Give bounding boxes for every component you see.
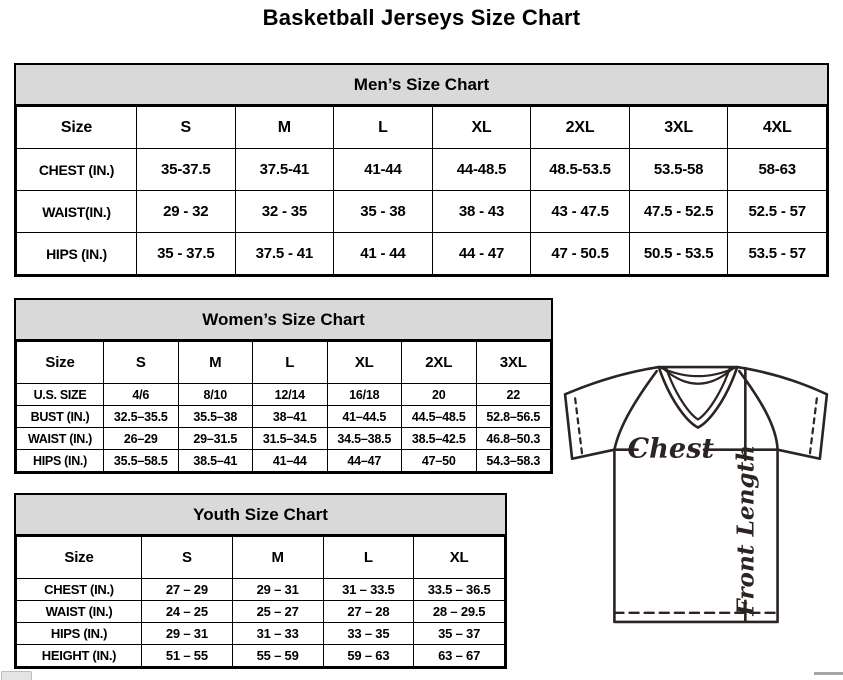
size-value-cell: 35 - 37.5	[137, 233, 236, 275]
size-value-cell: 35 - 38	[334, 191, 433, 233]
size-value-cell: 47.5 - 52.5	[629, 191, 728, 233]
size-value-cell: 59 – 63	[323, 645, 414, 667]
page-title: Basketball Jerseys Size Chart	[262, 5, 581, 30]
column-header: 2XL	[402, 342, 477, 384]
womens-size-table	[16, 341, 551, 472]
column-header: 4XL	[728, 107, 827, 149]
table-row	[17, 191, 827, 233]
table-row	[17, 450, 551, 472]
size-value-cell: 47–50	[402, 450, 477, 472]
chest-label: Chest	[627, 432, 715, 465]
size-value-cell: 41-44	[334, 149, 433, 191]
header-row	[17, 537, 505, 579]
size-value-cell: 35 – 37	[414, 623, 505, 645]
size-value-cell: 54.3–58.3	[476, 450, 551, 472]
size-value-cell: 53.5 - 57	[728, 233, 827, 275]
column-header: L	[334, 107, 433, 149]
row-label: WAIST (IN.)	[17, 428, 104, 450]
size-value-cell: 41–44.5	[327, 406, 402, 428]
column-header: Size	[17, 342, 104, 384]
size-value-cell: 28 – 29.5	[414, 601, 505, 623]
column-header: 3XL	[629, 107, 728, 149]
table-row	[17, 149, 827, 191]
size-value-cell: 44.5–48.5	[402, 406, 477, 428]
size-value-cell: 35.5–38	[178, 406, 253, 428]
size-value-cell: 25 – 27	[232, 601, 323, 623]
column-header: S	[104, 342, 179, 384]
size-value-cell: 33.5 – 36.5	[414, 579, 505, 601]
jersey-measurement-diagram	[557, 362, 839, 626]
size-value-cell: 38.5–42.5	[402, 428, 477, 450]
size-value-cell: 32.5–35.5	[104, 406, 179, 428]
size-value-cell: 52.8–56.5	[476, 406, 551, 428]
size-value-cell: 38 - 43	[432, 191, 531, 233]
size-value-cell: 29 – 31	[232, 579, 323, 601]
horizontal-scrollbar-track-fragment[interactable]	[814, 672, 843, 675]
size-value-cell: 35-37.5	[137, 149, 236, 191]
column-header: S	[142, 537, 233, 579]
column-header: L	[253, 342, 328, 384]
column-header: Size	[17, 537, 142, 579]
size-value-cell: 44–47	[327, 450, 402, 472]
column-header: 2XL	[531, 107, 630, 149]
size-value-cell: 32 - 35	[235, 191, 334, 233]
size-value-cell: 38.5–41	[178, 450, 253, 472]
size-value-cell: 8/10	[178, 384, 253, 406]
column-header: XL	[414, 537, 505, 579]
header-row	[17, 107, 827, 149]
table-row	[17, 601, 505, 623]
size-value-cell: 31.5–34.5	[253, 428, 328, 450]
row-label: CHEST (IN.)	[17, 579, 142, 601]
womens-size-chart-title: Women’s Size Chart	[16, 300, 551, 341]
youth-size-table	[16, 536, 505, 667]
table-row	[17, 428, 551, 450]
row-label: CHEST (IN.)	[17, 149, 137, 191]
mens-size-table	[16, 106, 827, 275]
size-value-cell: 51 – 55	[142, 645, 233, 667]
column-header: L	[323, 537, 414, 579]
size-value-cell: 37.5 - 41	[235, 233, 334, 275]
table-row	[17, 384, 551, 406]
column-header: M	[178, 342, 253, 384]
size-value-cell: 46.8–50.3	[476, 428, 551, 450]
column-header: S	[137, 107, 236, 149]
column-header: XL	[327, 342, 402, 384]
row-label: HEIGHT (IN.)	[17, 645, 142, 667]
size-value-cell: 27 – 29	[142, 579, 233, 601]
table-row	[17, 233, 827, 275]
table-row	[17, 623, 505, 645]
size-value-cell: 48.5-53.5	[531, 149, 630, 191]
size-value-cell: 58-63	[728, 149, 827, 191]
size-value-cell: 41 - 44	[334, 233, 433, 275]
jersey-diagram-svg	[557, 362, 839, 626]
row-label: HIPS (IN.)	[17, 233, 137, 275]
size-value-cell: 52.5 - 57	[728, 191, 827, 233]
table-row	[17, 579, 505, 601]
youth-size-chart	[14, 493, 507, 669]
row-label: U.S. SIZE	[17, 384, 104, 406]
size-value-cell: 4/6	[104, 384, 179, 406]
row-label: BUST (IN.)	[17, 406, 104, 428]
size-value-cell: 29 – 31	[142, 623, 233, 645]
size-value-cell: 37.5-41	[235, 149, 334, 191]
womens-size-chart	[14, 298, 553, 474]
column-header: M	[235, 107, 334, 149]
size-value-cell: 33 – 35	[323, 623, 414, 645]
size-value-cell: 34.5–38.5	[327, 428, 402, 450]
size-value-cell: 38–41	[253, 406, 328, 428]
size-value-cell: 31 – 33	[232, 623, 323, 645]
size-value-cell: 24 – 25	[142, 601, 233, 623]
row-label: WAIST (IN.)	[17, 601, 142, 623]
table-row	[17, 645, 505, 667]
row-label: WAIST(IN.)	[17, 191, 137, 233]
size-value-cell: 22	[476, 384, 551, 406]
size-value-cell: 44 - 47	[432, 233, 531, 275]
size-value-cell: 12/14	[253, 384, 328, 406]
size-value-cell: 41–44	[253, 450, 328, 472]
column-header: Size	[17, 107, 137, 149]
size-value-cell: 53.5-58	[629, 149, 728, 191]
column-header: 3XL	[476, 342, 551, 384]
column-header: XL	[432, 107, 531, 149]
mens-size-chart	[14, 63, 829, 277]
column-header: M	[232, 537, 323, 579]
size-value-cell: 55 – 59	[232, 645, 323, 667]
size-value-cell: 29 - 32	[137, 191, 236, 233]
size-value-cell: 27 – 28	[323, 601, 414, 623]
table-row	[17, 406, 551, 428]
jersey-outline	[565, 367, 827, 622]
size-value-cell: 29–31.5	[178, 428, 253, 450]
size-value-cell: 20	[402, 384, 477, 406]
size-value-cell: 47 - 50.5	[531, 233, 630, 275]
front-length-label: Front Length	[732, 444, 760, 616]
size-value-cell: 63 – 67	[414, 645, 505, 667]
row-label: HIPS (IN.)	[17, 450, 104, 472]
size-value-cell: 16/18	[327, 384, 402, 406]
mens-size-chart-title: Men’s Size Chart	[16, 65, 827, 106]
size-value-cell: 26–29	[104, 428, 179, 450]
size-value-cell: 50.5 - 53.5	[629, 233, 728, 275]
header-row	[17, 342, 551, 384]
size-value-cell: 44-48.5	[432, 149, 531, 191]
row-label: HIPS (IN.)	[17, 623, 142, 645]
size-value-cell: 31 – 33.5	[323, 579, 414, 601]
youth-size-chart-title: Youth Size Chart	[16, 495, 505, 536]
size-value-cell: 43 - 47.5	[531, 191, 630, 233]
size-value-cell: 35.5–58.5	[104, 450, 179, 472]
